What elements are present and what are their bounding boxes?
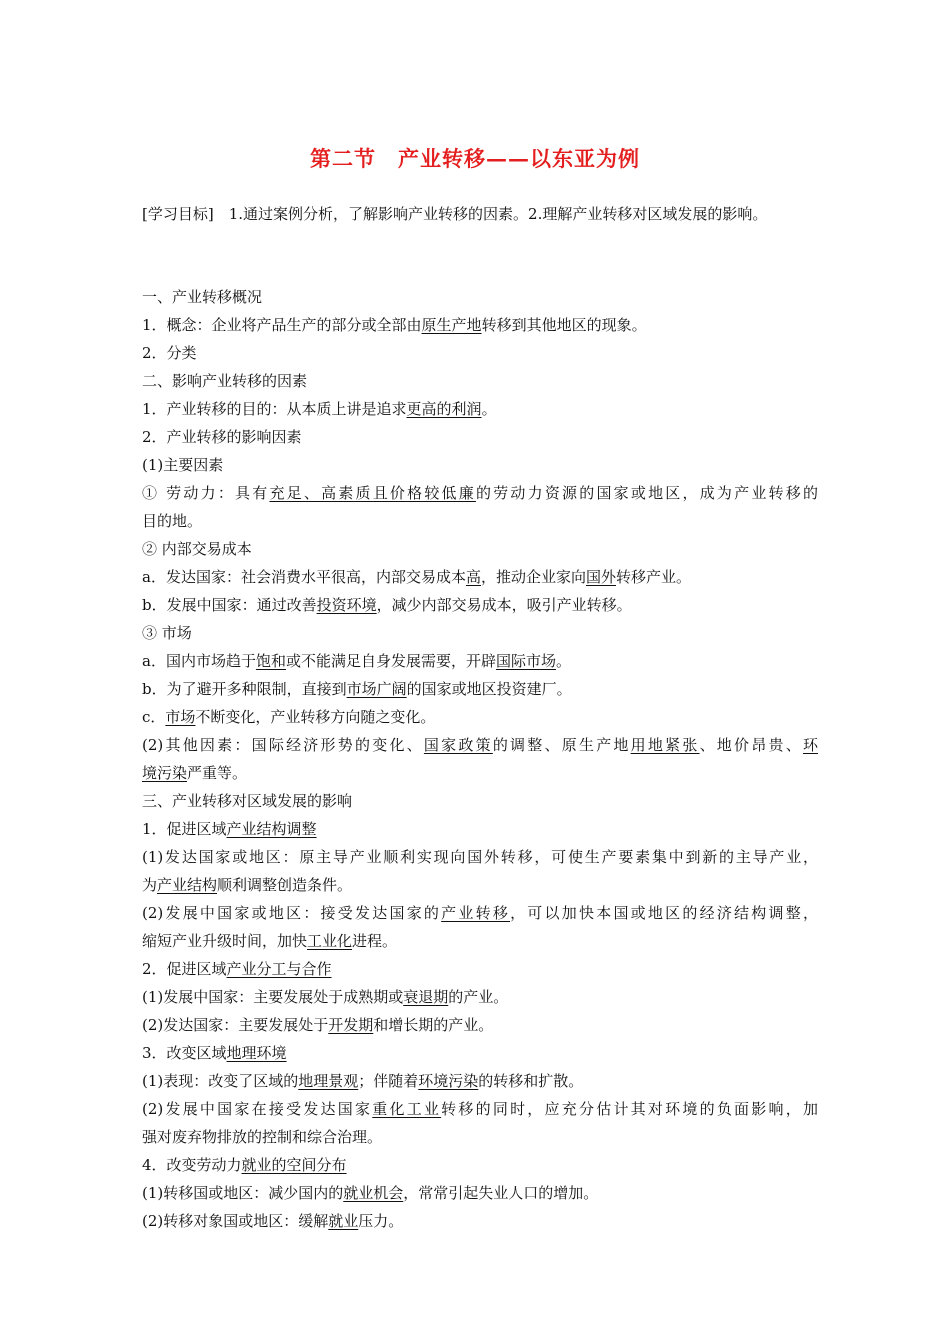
text-line	[142, 703, 818, 731]
underlined-answer: 充足、高素质且价格较低廉	[269, 484, 476, 502]
text-segment: (2)其他因素：国际经济形势的变化、	[142, 736, 424, 754]
text-segment: ，可以加快本国或地区的经济结构调整，	[510, 904, 818, 922]
text-segment: 转移产业。	[616, 568, 692, 586]
text-segment: (2)转移对象国或地区：缓解	[142, 1212, 329, 1230]
text-line	[142, 311, 818, 339]
text-segment: 进程。	[352, 932, 398, 950]
text-segment: 顺利调整创造条件。	[217, 876, 353, 894]
text-segment: 4．改变劳动力	[142, 1156, 242, 1174]
text-line	[142, 619, 818, 647]
underlined-answer: 投资环境	[316, 596, 377, 614]
underlined-answer: 原生产地	[421, 316, 482, 334]
text-line	[142, 1123, 818, 1151]
text-segment: (1)表现：改变了区域的	[142, 1072, 299, 1090]
text-line	[142, 675, 818, 703]
text-segment: 的国家或地区投资建厂。	[406, 680, 572, 698]
text-line	[142, 759, 818, 787]
text-segment: 转移到其他地区的现象。	[481, 316, 647, 334]
text-segment: 的调整、原生产地	[492, 736, 631, 754]
text-line	[142, 507, 818, 535]
underlined-answer: 市场	[165, 708, 196, 726]
text-segment: 或不能满足自身发展需要，开辟	[285, 652, 496, 670]
learning-goals	[142, 200, 814, 228]
text-segment: ，常常引起失业人口的增加。	[403, 1184, 599, 1202]
text-line	[142, 367, 818, 395]
text-segment: (1)主要因素	[142, 456, 224, 474]
underlined-answer: 国际市场	[495, 652, 556, 670]
text-segment: c．	[142, 708, 166, 726]
underlined-answer: 产业分工与合作	[226, 960, 332, 978]
text-line	[142, 899, 818, 927]
text-segment: 三、产业转移对区域发展的影响	[142, 792, 353, 810]
text-line	[142, 647, 818, 675]
text-segment: (2)发展中国家或地区：接受发达国家的	[142, 904, 442, 922]
underlined-answer: 高	[465, 568, 481, 586]
text-line	[142, 871, 818, 899]
text-line	[142, 1011, 818, 1039]
text-segment: 二、影响产业转移的因素	[142, 372, 308, 390]
text-segment: 3．改变区域	[142, 1044, 227, 1062]
text-segment: 。	[481, 400, 497, 418]
underlined-answer: 地理景观	[298, 1072, 359, 1090]
text-line	[142, 423, 818, 451]
text-line	[142, 395, 818, 423]
text-segment: 的转移和扩散。	[478, 1072, 584, 1090]
text-segment: a．国内市场趋于	[142, 652, 256, 670]
text-segment: 、地价昂贵、	[699, 736, 803, 754]
underlined-answer: 就业机会	[343, 1184, 404, 1202]
text-line	[142, 283, 818, 311]
text-segment: 强对废弃物排放的控制和综合治理。	[142, 1128, 383, 1146]
underlined-answer: 饱和	[255, 652, 286, 670]
text-segment: 1．产业转移的目的：从本质上讲是追求	[142, 400, 407, 418]
text-line	[142, 451, 818, 479]
underlined-answer: 更高的利润	[406, 400, 482, 418]
text-segment: 不断变化，产业转移方向随之变化。	[195, 708, 436, 726]
underlined-answer: 市场广阔	[346, 680, 407, 698]
underlined-answer: 国外	[585, 568, 616, 586]
text-segment: 2．产业转移的影响因素	[142, 428, 302, 446]
underlined-answer: 产业结构	[157, 876, 218, 894]
underlined-answer: 重化工业	[372, 1100, 442, 1118]
underlined-answer: 环	[802, 736, 818, 754]
underlined-answer: 环境污染	[418, 1072, 479, 1090]
text-line	[142, 591, 818, 619]
underlined-answer: 开发期	[328, 1016, 374, 1034]
underlined-answer: 国家政策	[423, 736, 493, 754]
text-segment: b．为了避开多种限制，直接到	[142, 680, 347, 698]
text-line	[142, 731, 818, 759]
text-segment: ；伴随着	[358, 1072, 419, 1090]
text-segment: 严重等。	[187, 764, 248, 782]
text-line	[142, 535, 818, 563]
text-line	[142, 563, 818, 591]
text-line	[142, 955, 818, 983]
text-segment: ，推动企业家向	[480, 568, 586, 586]
text-line	[142, 339, 818, 367]
text-segment: 1．促进区域	[142, 820, 227, 838]
underlined-answer: 用地紧张	[630, 736, 700, 754]
text-segment: ② 内部交易成本	[142, 540, 252, 558]
text-segment: 的劳动力资源的国家或地区，成为产业转移的	[475, 484, 818, 502]
text-segment: 转移的同时，应充分估计其对环境的负面影响，加	[441, 1100, 818, 1118]
text-line	[142, 1067, 818, 1095]
text-segment: 和增长期的产业。	[373, 1016, 494, 1034]
text-line	[142, 1179, 818, 1207]
text-segment: 的产业。	[448, 988, 509, 1006]
text-segment: 压力。	[358, 1212, 404, 1230]
text-segment: a．发达国家：社会消费水平很高，内部交易成本	[142, 568, 466, 586]
text-segment: b．发展中国家：通过改善	[142, 596, 317, 614]
text-segment: ，减少内部交易成本，吸引产业转移。	[376, 596, 632, 614]
underlined-answer: 就业的空间分布	[241, 1156, 347, 1174]
text-line	[142, 1207, 818, 1235]
underlined-answer: 境污染	[142, 764, 188, 782]
underlined-answer: 就业	[328, 1212, 359, 1230]
text-segment: (2)发达国家：主要发展处于	[142, 1016, 329, 1034]
text-line	[142, 1095, 818, 1123]
text-segment: (1)发达国家或地区：原主导产业顺利实现向国外转移，可使生产要素集中到新的主导产业，	[142, 848, 818, 866]
text-segment: 为	[142, 876, 158, 894]
text-line	[142, 479, 818, 507]
text-segment: 。	[556, 652, 572, 670]
learning-goals-text: 1.通过案例分析，了解影响产业转移的因素。2.理解产业转移对区域发展的影响。	[213, 205, 768, 223]
text-segment: (1)发展中国家：主要发展处于成熟期或	[142, 988, 404, 1006]
section-title: 第二节 产业转移——以东亚为例	[310, 146, 640, 171]
text-line	[142, 1151, 818, 1179]
text-segment: 目的地。	[142, 512, 203, 530]
text-segment: (1)转移国或地区：减少国内的	[142, 1184, 344, 1202]
underlined-answer: 工业化	[307, 932, 353, 950]
text-segment: 缩短产业升级时间，加快	[142, 932, 308, 950]
text-segment: ① 劳动力：具有	[142, 484, 270, 502]
text-segment: ③ 市场	[142, 624, 192, 642]
learning-goals-label: [学习目标]	[142, 205, 214, 223]
underlined-answer: 衰退期	[403, 988, 449, 1006]
text-segment: 1．概念：企业将产品生产的部分或全部由	[142, 316, 422, 334]
underlined-answer: 地理环境	[226, 1044, 287, 1062]
text-line	[142, 927, 818, 955]
text-line	[142, 1039, 818, 1067]
document-body	[142, 283, 818, 1235]
underlined-answer: 产业结构调整	[226, 820, 317, 838]
text-segment: 2．分类	[142, 344, 197, 362]
text-segment: 2．促进区域	[142, 960, 227, 978]
text-segment: (2)发展中国家在接受发达国家	[142, 1100, 373, 1118]
text-line	[142, 843, 818, 871]
text-segment: 一、产业转移概况	[142, 288, 263, 306]
underlined-answer: 产业转移	[441, 904, 511, 922]
text-line	[142, 815, 818, 843]
text-line	[142, 983, 818, 1011]
text-line	[142, 787, 818, 815]
